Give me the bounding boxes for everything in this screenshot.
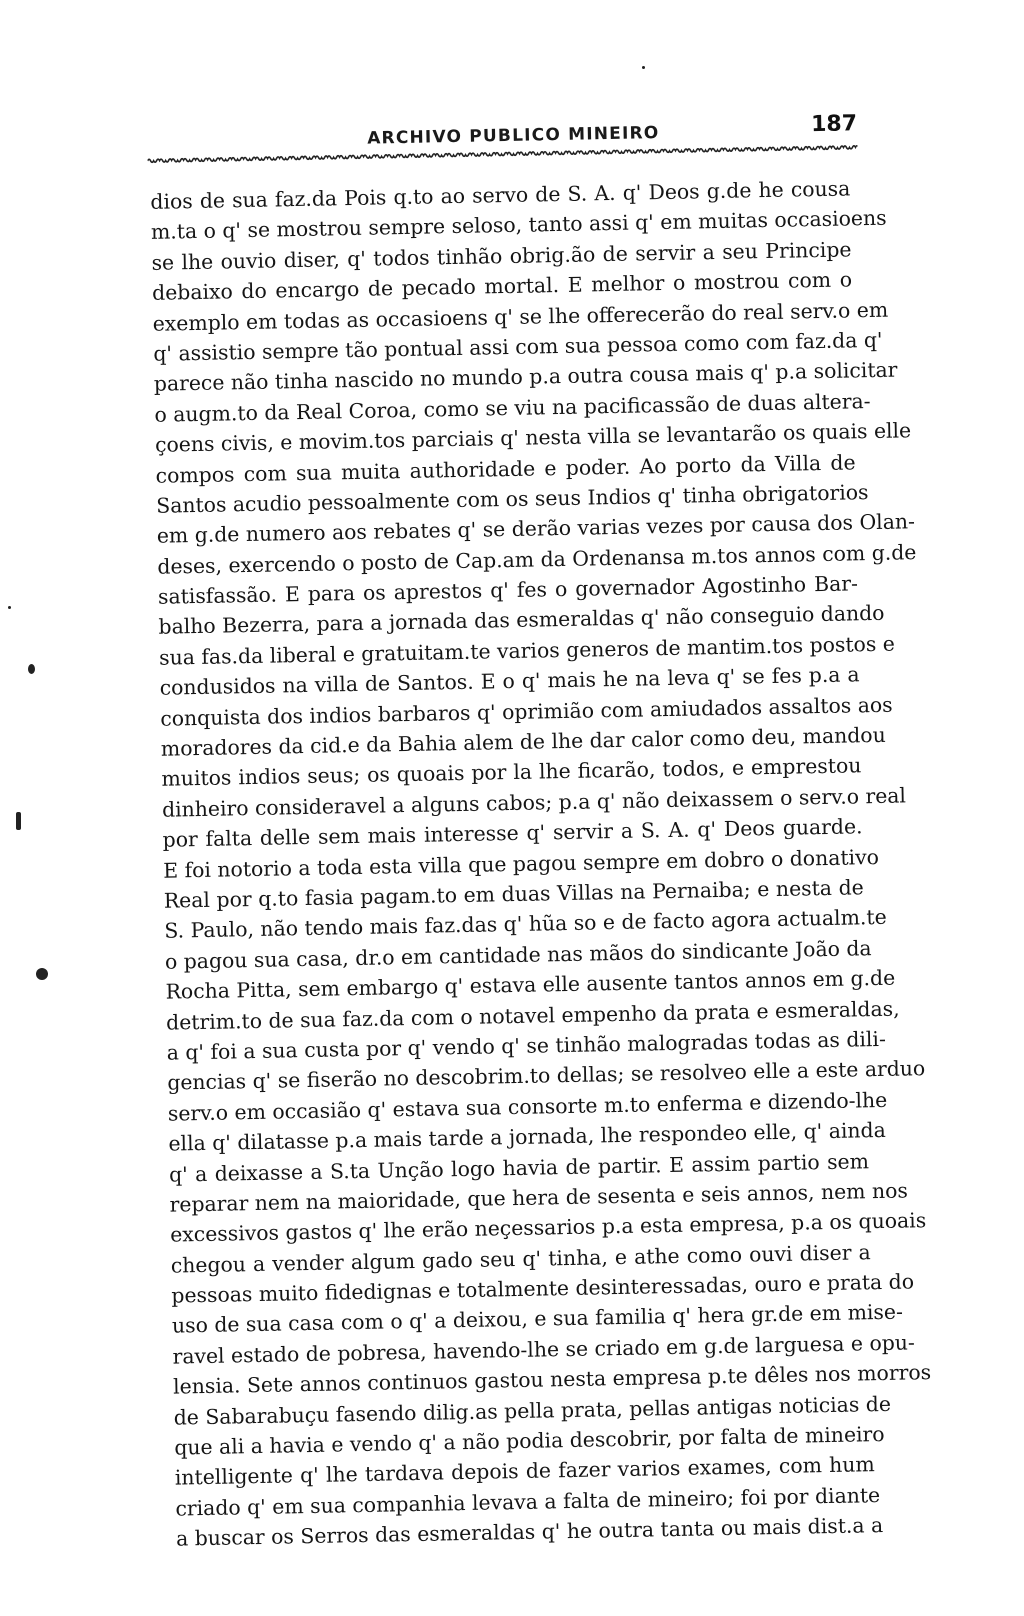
text-line: excessivos gastos q' lhe erão neçessarios p.a esta empresa, p.a os quoais [169, 1208, 927, 1247]
margin-speck [36, 968, 48, 980]
running-title: ARCHIVO PUBLICO MINEIRO [367, 123, 660, 149]
text-line: serv.o em occasião q' estava sua consorte m.to enferma e dizendo-lhe [167, 1087, 888, 1126]
text-line: conquista dos indios barbaros q' oprimião com amiudados assaltos aos [160, 692, 893, 731]
text-line: balho Bezerra, para a jornada das esmeraldas q' não conseguio dando [158, 601, 885, 640]
text-line: Santos acudio pessoalmente com os seus Indios q' tinha obrigatorios [155, 480, 869, 518]
text-line: o pagou sua casa, dr.o em cantidade nas mãos do sindicante João da [164, 935, 872, 974]
text-line: q' a deixasse a S.ta Unção logo havia de partir. E assim partio sem [168, 1148, 870, 1187]
text-line: parece não tinha nascido no mundo p.a outra cousa mais q' p.a solicitar [153, 357, 898, 397]
text-line: çoens civis, e movim.tos parciais q' nesta villa se levantarão os quais elle [154, 418, 912, 457]
text-line: por falta delle sem mais interesse q' servir a S. A. q' Deos guarde. [162, 814, 863, 852]
text-line: ella q' dilatasse p.a mais tarde a jornada, lhe respondeo elle, q' ainda [168, 1117, 886, 1156]
text-line: detrim.to de sua faz.da com o notavel empenho da prata e esmeraldas, [165, 996, 900, 1035]
text-line: chegou a vender algum gado seu q' tinha, e athe como ouvi diser a [170, 1239, 871, 1278]
text-line: dios de sua faz.da Pois q.to ao servo de S. A. q' Deos g.de he cousa [150, 176, 851, 214]
text-line: moradores da cid.e da Bahia alem de lhe dar calor como deu, mandou [160, 722, 886, 761]
text-line: sua fas.da liberal e gratuitam.te varios generos de mantim.tos postos e [158, 631, 896, 670]
text-line: de Sabarabuçu fasendo dilig.as pella prata, pellas antigas noticias de [173, 1391, 892, 1430]
text-line: debaixo do encargo de pecado mortal. E melhor o mostrou com o [151, 267, 853, 305]
text-line: que ali a havia e vendo q' a não podia descobrir, por falta de mineiro [174, 1421, 885, 1460]
margin-speck [16, 812, 21, 830]
text-line: reparar nem na maioridade, que hera de sesenta e seis annos, nem nos [169, 1178, 909, 1217]
text-line: E foi notorio a toda esta villa que pagou sempre em dobro o donativo [162, 844, 880, 883]
text-line: deses, exercendo o posto de Cap.am da Ordenansa m.tos annos com g.de [157, 539, 917, 579]
text-line: uso de sua casa com o q' a deixou, e sua familia q' hera gr.de em mise- [171, 1300, 904, 1339]
text-line: q' assistio sempre tão pontual assi com sua pessoa como com faz.da q' [153, 327, 883, 366]
text-line: compos com sua muita authoridade e poder. Ao porto da Villa de [155, 449, 856, 488]
text-line: S. Paulo, não tendo mais faz.das q' hũa so e de facto agora actualm.te [164, 905, 887, 944]
margin-speck [28, 664, 35, 674]
text-line: exemplo em todas as occasioens q' se lhe offerecerão do real serv.o em [152, 297, 889, 336]
text-line: ravel estado de pobresa, havendo-lhe se criado em g.de larguesa e opu- [172, 1330, 916, 1369]
text-line: pessoas muito fidedignas e totalmente desinteressadas, ouro e prata do [171, 1269, 915, 1308]
margin-speck [8, 606, 11, 609]
text-line: Rocha Pitta, sem embargo q' estava elle ausente tantos annos em g.de [165, 965, 896, 1004]
text-line: intelligente q' lhe tardava depois de fazer varios exames, com hum [174, 1452, 875, 1490]
text-line: satisfassão. E para os aprestos q' fes o governador Agostinho Bar- [157, 571, 859, 609]
text-line: criado q' em sua companhia levava a falta de mineiro; foi por diante [175, 1482, 881, 1521]
text-line: Real por q.to fasia pagam.to em duas Villas na Pernaiba; e nesta de [163, 875, 864, 913]
text-line: muitos indios seus; os quoais por la lhe ficarão, todos, e emprestou [161, 753, 862, 792]
body-text [150, 173, 932, 1554]
text-line: m.ta o q' se mostrou sempre seloso, tanto assi q' em muitas occasioens [150, 206, 887, 245]
page-number: 187 [810, 111, 858, 138]
text-line: lensia. Sete annos continuos gastou nesta empresa p.te dêles nos morros [172, 1360, 932, 1399]
text-line: condusidos na villa de Santos. E o q' mais he na leva q' se fes p.a a [159, 662, 860, 700]
margin-speck [642, 66, 645, 69]
text-line: o augm.to da Real Coroa, como se viu na pacificassão de duas altera- [154, 388, 871, 427]
text-line: a buscar os Serros das esmeraldas q' he outra tanta ou mais dist.a a [175, 1513, 884, 1551]
text-line: gencias q' se fiserão no descobrim.to dellas; se resolveo elle a este arduo [167, 1056, 926, 1095]
text-line: dinheiro consideravel a alguns cabos; p.a q' não deixassem o serv.o real [161, 783, 907, 822]
text-line: se lhe ouvio diser, q' todos tinhão obrig.ão de servir a seu Principe [151, 237, 852, 275]
text-line: em g.de numero aos rebates q' se derão varias vezes por causa dos Olan- [156, 509, 916, 549]
text-line: a q' foi a sua custa por q' vendo q' se tinhão malogradas todas as dili- [166, 1026, 887, 1065]
